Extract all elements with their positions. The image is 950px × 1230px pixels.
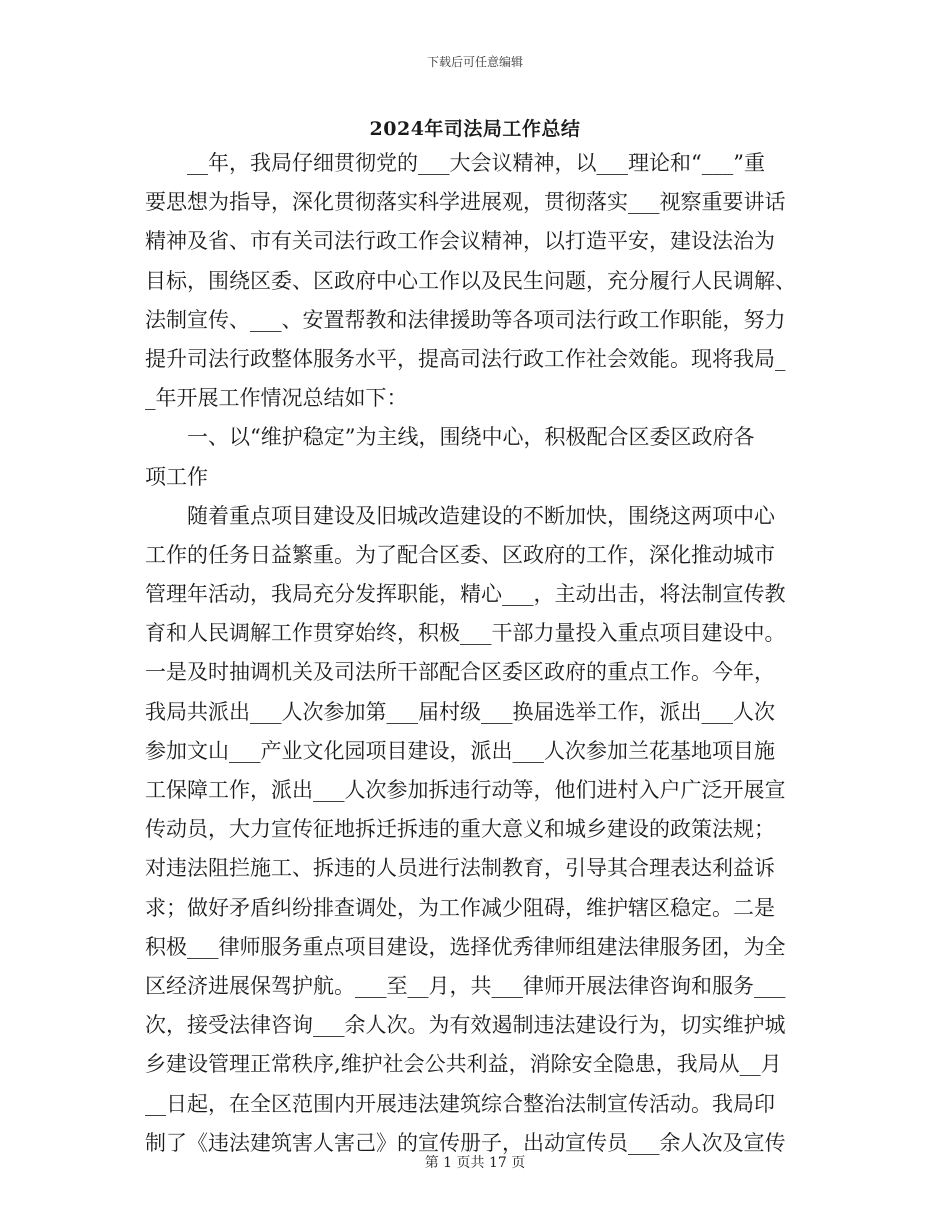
paragraph-line: 区经济进展保驾护航。___至__月，共___律师开展法律咨询和服务___ bbox=[145, 973, 786, 998]
paragraph-line: 法制宣传、___、安置帮教和法律援助等各项司法行政工作职能，努力 bbox=[145, 307, 786, 332]
page-header-note: 下载后可任意编辑 bbox=[426, 55, 523, 69]
paragraph-line: 乡建设管理正常秩序,维护社会公共利益，消除安全隐患，我局从__月 bbox=[145, 1052, 782, 1077]
paragraph-line: 要思想为指导，深化贯彻落实科学进展观，贯彻落实___视察重要讲话 bbox=[145, 190, 786, 215]
paragraph-line: __日起，在全区范围内开展违法建筑综合整治法制宣传活动。我局印 bbox=[145, 1091, 775, 1116]
paragraph-line: 求；做好矛盾纠纷排查调处，为工作减少阻碍，维护辖区稳定。二是 bbox=[145, 895, 775, 920]
paragraph-line: 育和人民调解工作贯穿始终，积极___干部力量投入重点项目建设中。 bbox=[145, 621, 786, 646]
paragraph-line: 目标，围绕区委、区政府中心工作以及民生问题，充分履行人民调解、 bbox=[145, 268, 796, 293]
paragraph-line: 积极___律师服务重点项目建设，选择优秀律师组建法律服务团，为全 bbox=[145, 934, 786, 959]
section-heading-line: 一、以“维护稳定”为主线，围绕中心，积极配合区委区政府各 bbox=[187, 425, 755, 450]
paragraph-line: 对违法阻拦施工、拆违的人员进行法制教育，引导其合理表达利益诉 bbox=[145, 856, 775, 881]
paragraph-line: 参加文山___产业文化园项目建设，派出___人次参加兰花基地项目施 bbox=[145, 738, 775, 763]
paragraph-line: 工保障工作，派出___人次参加拆违行动等，他们进村入户广泛开展宣 bbox=[145, 778, 786, 802]
paragraph-line: 传动员，大力宣传征地拆迁拆违的重大意义和城乡建设的政策法规； bbox=[145, 817, 775, 842]
paragraph-line: 随着重点项目建设及旧城改造建设的不断加快，围绕这两项中心 bbox=[187, 503, 775, 528]
section-heading-line: 项工作 bbox=[145, 464, 208, 489]
document-title: 2024年司法局工作总结 bbox=[369, 118, 581, 140]
page-number: 第 1 页共 17 页 bbox=[424, 1155, 526, 1171]
paragraph-line: 我局共派出___人次参加第___届村级___换届选举工作，派出___人次 bbox=[145, 699, 775, 724]
paragraph-line: 管理年活动，我局充分发挥职能，精心___，主动出击，将法制宣传教 bbox=[145, 582, 786, 607]
document-body bbox=[145, 144, 807, 1163]
paragraph-line: 提升司法行政整体服务水平，提高司法行政工作社会效能。现将我局_ bbox=[145, 346, 786, 371]
paragraph-line: __年，我局仔细贯彻党的___大会议精神，以___理论和“___”重 bbox=[187, 151, 765, 175]
paragraph-line: 次，接受法律咨询___余人次。为有效遏制违法建设行为，切实维护城 bbox=[145, 1013, 786, 1038]
paragraph-line: 精神及省、市有关司法行政工作会议精神，以打造平安，建设法治为 bbox=[145, 229, 775, 254]
paragraph-line: 制了《违法建筑害人害己》的宣传册子，出动宣传员___余人次及宣传 bbox=[145, 1130, 786, 1155]
paragraph-line: 工作的任务日益繁重。为了配合区委、区政府的工作，深化推动城市 bbox=[145, 542, 775, 567]
paragraph-line: _年开展工作情况总结如下： bbox=[145, 386, 408, 411]
paragraph-line: 一是及时抽调机关及司法所干部配合区委区政府的重点工作。今年， bbox=[145, 660, 775, 685]
